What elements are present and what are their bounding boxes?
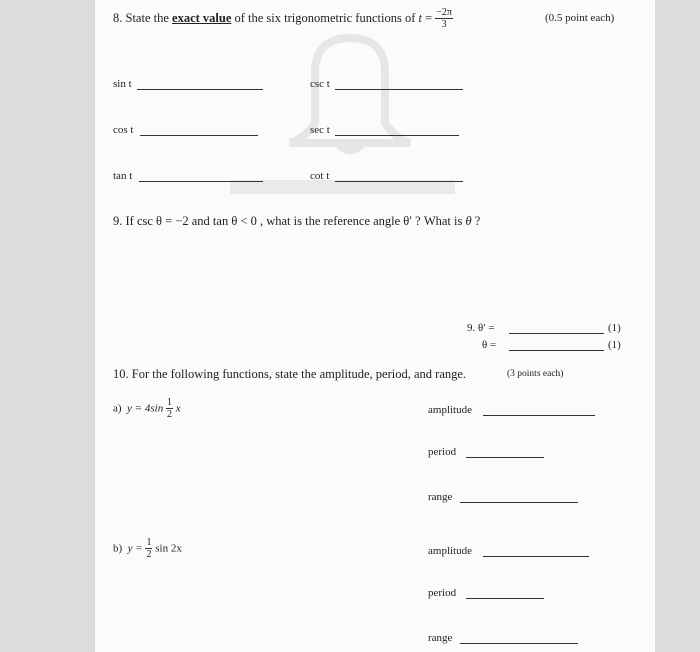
- cos-answer-line[interactable]: [140, 135, 258, 136]
- q10b-period-line[interactable]: [466, 598, 544, 599]
- q8-points: (0.5 point each): [545, 12, 615, 24]
- sin-label: sin t: [113, 78, 132, 90]
- tan-label: tan t: [113, 170, 133, 182]
- csc-answer-line[interactable]: [335, 89, 463, 90]
- worksheet-page: [95, 0, 655, 652]
- q10b-amplitude-label: amplitude: [428, 545, 472, 557]
- q10b-range-line[interactable]: [460, 643, 578, 644]
- q10b-range-label: range: [428, 632, 453, 644]
- q8-prompt: 8. State the exact value of the six trigonometric functions of t = $\frac{-2\pi}{3}$: [113, 7, 452, 30]
- tan-answer-line[interactable]: [139, 181, 263, 182]
- cos-label: cos t: [113, 124, 134, 136]
- q10b-amplitude-line[interactable]: [483, 556, 589, 557]
- q10a-period-label: period: [428, 446, 457, 458]
- sec-answer-line[interactable]: [335, 135, 459, 136]
- cot-label: cot t: [310, 170, 330, 182]
- q9-ref-angle-line[interactable]: [509, 333, 604, 334]
- q10a-function: a) y = 4sin $\frac{1}{2}$ x: [113, 397, 181, 420]
- q9-theta-line[interactable]: [509, 350, 604, 351]
- sin-answer-line[interactable]: [137, 89, 263, 90]
- q10-points: (3 points each): [507, 369, 564, 379]
- q9-points-1: (1): [608, 322, 621, 334]
- q10-prompt: 10. For the following functions, state the amplitude, period, and range.: [113, 367, 467, 381]
- q8-fraction: $\frac{-2\pi}{3}$: [436, 7, 452, 30]
- bell-watermark-icon: [225, 28, 455, 198]
- q9-theta-label: θ =: [482, 339, 497, 351]
- q9-points-2: (1): [608, 339, 621, 351]
- q9-prompt: 9. If csc θ = −2 and tan θ < 0 , what is the reference angle θ′ ? What is θ ?: [113, 214, 481, 228]
- q10a-period-line[interactable]: [466, 457, 544, 458]
- q10a-range-label: range: [428, 491, 453, 503]
- cot-answer-line[interactable]: [335, 181, 463, 182]
- sec-label: sec t: [310, 124, 330, 136]
- csc-label: csc t: [310, 78, 330, 90]
- q9-ref-angle-label: 9. θ′ =: [467, 322, 495, 334]
- q10b-period-label: period: [428, 587, 457, 599]
- q10a-amplitude-line[interactable]: [483, 415, 595, 416]
- q10b-function: b) y = $\frac{1}{2}$ sin 2x: [113, 537, 182, 560]
- q10a-range-line[interactable]: [460, 502, 578, 503]
- q10a-amplitude-label: amplitude: [428, 404, 472, 416]
